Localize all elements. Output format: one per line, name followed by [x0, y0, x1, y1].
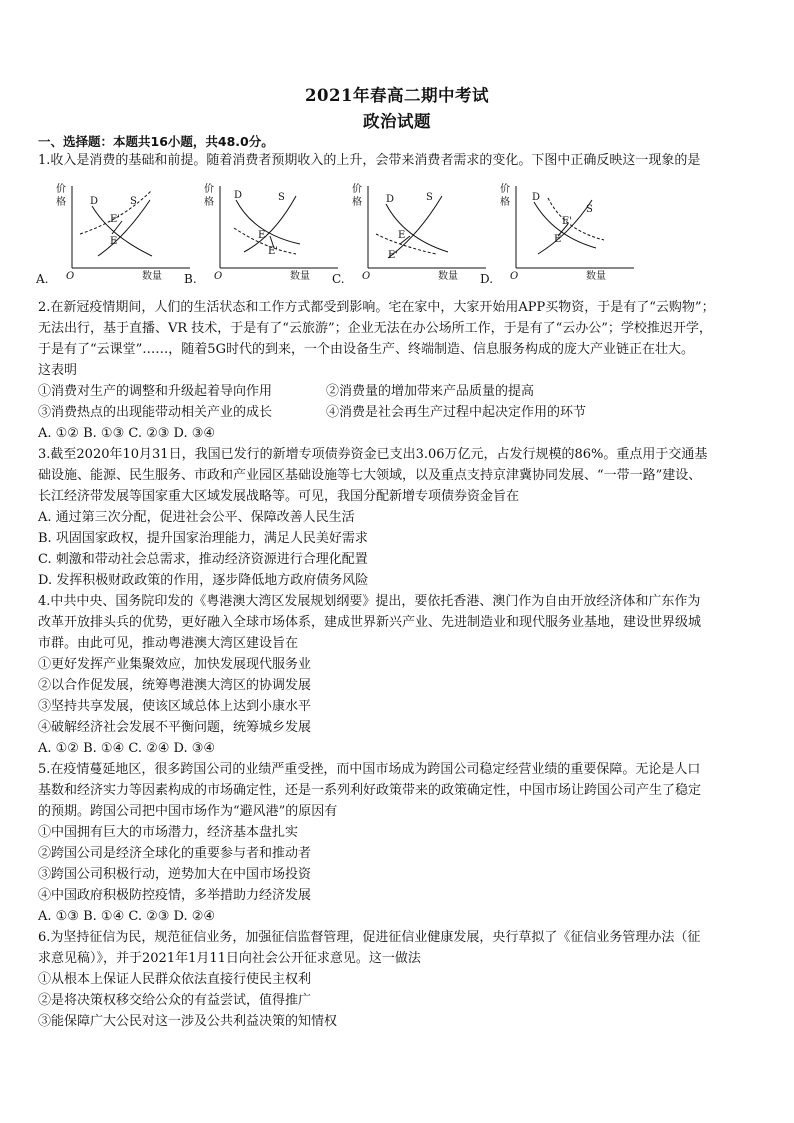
option-item: ①消费对生产的调整和升级起着导向作用 [38, 384, 273, 399]
axis-y-bottom: 格 [352, 197, 362, 208]
question-6-line: 6.为坚持征信为民，规范征信业务，加强征信监督管理，促进征信业健康发展，央行草拟了《征信业务管理办法（征 [38, 930, 701, 945]
graph-c-letter: C. [332, 272, 345, 286]
label-e: E [258, 230, 266, 241]
label-s: S [426, 192, 433, 203]
option-item: ①从根本上保证人民群众依法直接行使民主权利 [38, 972, 312, 987]
question-3-line: 长江经济带发展等国家重大区域发展战略等。可见，我国分配新增专项债券资金旨在 [38, 489, 520, 504]
question-4-line: 市群。由此可见，推动粤港澳大湾区建设旨在 [38, 636, 299, 651]
label-d: D [90, 196, 99, 207]
option-item: ①更好发挥产业集聚效应，加快发展现代服务业 [38, 657, 312, 672]
option-item: ④破解经济社会发展不平衡问题，统筹城乡发展 [38, 720, 312, 735]
question-5-line: 的预期。跨国公司把中国市场作为“避风港”的原因有 [38, 804, 338, 819]
question-4-line: 改革开放排头兵的优势，更好融入全球市场体系，建成世界新兴产业、先进制造业和现代服务业基地，建设世界级城 [38, 615, 702, 630]
label-e2: E' [110, 214, 121, 225]
option-item: C. 刺激和带动社会总需求，推动经济资源进行合理化配置 [38, 552, 368, 567]
label-d: D [386, 194, 395, 205]
axis-y-top: 价 [500, 184, 510, 195]
question-5-line: 基数和经济实力等因素构成的市场确定性，还是一系列利好政策带来的政策确定性，中国市场让跨国公司产生了稳定 [38, 783, 702, 798]
option-item: A. 通过第三次分配，促进社会公平、保障改善人民生活 [38, 510, 355, 525]
option-item: ②跨国公司是经济全球化的重要参与者和推动者 [38, 846, 312, 861]
axis-x: 数量 [142, 271, 162, 282]
label-d: D [532, 192, 541, 203]
graph-a-svg [30, 178, 200, 290]
option-item: ①中国拥有巨大的市场潜力，经济基本盘扎实 [38, 825, 299, 840]
graph-b-letter: B. [184, 272, 197, 286]
graph-d-svg [474, 178, 644, 290]
axis-y-bottom: 格 [500, 197, 510, 208]
question-1: 1.收入是消费的基础和前提。随着消费者预期收入的上升，会带来消费者需求的变化。下图中正确反映这一现象的是 [38, 153, 701, 168]
axis-y-bottom: 格 [204, 197, 214, 208]
graph-a [30, 178, 200, 290]
axis-y-top: 价 [204, 184, 214, 195]
question-2-line: 这表明 [38, 363, 78, 378]
option-item: B. 巩固国家政权，提升国家治理能力，满足人民美好需求 [38, 531, 368, 546]
label-e: E [554, 234, 562, 245]
question-3-line: 3.截至2020年10月31日，我国已发行的新增专项债券资金已支出3.06万亿元，占发行规模的86%。重点用于交通基 [38, 447, 708, 462]
label-e: E [110, 236, 118, 247]
option-item: ②是将决策权移交给公众的有益尝试，值得推广 [38, 993, 312, 1008]
label-e2: E' [388, 250, 399, 261]
exam-title: 2021年春高二期中考试 [305, 86, 489, 105]
question-2-line: 无法出行，基于直播、VR 技术，于是有了“云旅游”；企业无法在办公场所工作，于是有了“云办公”；学校推迟开学， [38, 321, 712, 336]
graph-b [178, 178, 348, 290]
question-5-line: 5.在疫情蔓延地区，很多跨国公司的业绩严重受挫，而中国市场成为跨国公司稳定经营业绩的重要保障。无论是人口 [38, 762, 701, 777]
graph-d-letter: D. [480, 272, 494, 286]
exam-subtitle: 政治试题 [363, 112, 431, 131]
label-e: E [398, 230, 406, 241]
question-3-line: 础设施、能源、民生服务、市政和产业园区基础设施等七大领域，以及重点支持京津冀协同发展、“一带一路”建设、 [38, 468, 702, 483]
axis-origin: O [214, 271, 223, 282]
answer-choices: A. ①③ B. ①④ C. ②③ D. ②④ [38, 909, 216, 924]
answer-choices: A. ①② B. ①④ C. ②④ D. ③④ [38, 741, 216, 756]
label-s: S [278, 192, 285, 203]
axis-y-bottom: 格 [56, 197, 66, 208]
section-heading: 一、选择题：本题共16小题，共48.0分。 [38, 134, 274, 149]
label-e2: E' [268, 246, 279, 257]
option-item: ③消费热点的出现能带动相关产业的成长 [38, 405, 273, 420]
graph-a-letter: A. [36, 272, 49, 286]
label-d: D [234, 190, 243, 201]
graph-c [326, 178, 496, 290]
graph-c-svg [326, 178, 496, 290]
question-6-line: 求意见稿）》，并于2021年1月11日向社会公开征求意见。这一做法 [38, 951, 421, 966]
option-item: ②消费量的增加带来产品质量的提高 [326, 384, 535, 399]
axis-x: 数量 [586, 271, 606, 282]
axis-x: 数量 [438, 271, 458, 282]
label-s: S [586, 204, 593, 215]
axis-y-top: 价 [56, 184, 66, 195]
graph-d [474, 178, 644, 290]
option-item: ③能保障广大公民对这一涉及公共利益决策的知情权 [38, 1014, 338, 1029]
axis-x: 数量 [290, 271, 310, 282]
axis-y-top: 价 [352, 184, 362, 195]
option-item: ②以合作促发展，统筹粤港澳大湾区的协调发展 [38, 678, 312, 693]
axis-origin: O [510, 271, 519, 282]
question-2-line: 于是有了“云课堂”……，随着5G时代的到来，一个由设备生产、终端制造、信息服务构成的庞大产业链正在壮大。 [38, 342, 694, 357]
axis-origin: O [362, 271, 371, 282]
label-e2: E' [562, 216, 573, 227]
option-item: ④消费是社会再生产过程中起决定作用的环节 [326, 405, 587, 420]
graph-b-svg [178, 178, 348, 290]
answer-choices: A. ①② B. ①③ C. ②③ D. ③④ [38, 426, 216, 441]
option-item: ④中国政府积极防控疫情，多举措助力经济发展 [38, 888, 312, 903]
graph-row [30, 178, 770, 290]
option-item: D. 发挥积极财政政策的作用，逐步降低地方政府债务风险 [38, 573, 369, 588]
question-2-line: 2.在新冠疫情期间，人们的生活状态和工作方式都受到影响。宅在家中，大家开始用APP买物资，于是有了“云购物”； [38, 300, 715, 315]
option-item: ③跨国公司积极行动，逆势加大在中国市场投资 [38, 867, 312, 882]
axis-origin: O [66, 271, 75, 282]
option-item: ③坚持共享发展，使该区域总体上达到小康水平 [38, 699, 312, 714]
question-4-line: 4.中共中央、国务院印发的《粤港澳大湾区发展规划纲要》提出，要依托香港、澳门作为自由开放经济体和广东作为 [38, 594, 701, 609]
label-s: S [130, 196, 137, 207]
